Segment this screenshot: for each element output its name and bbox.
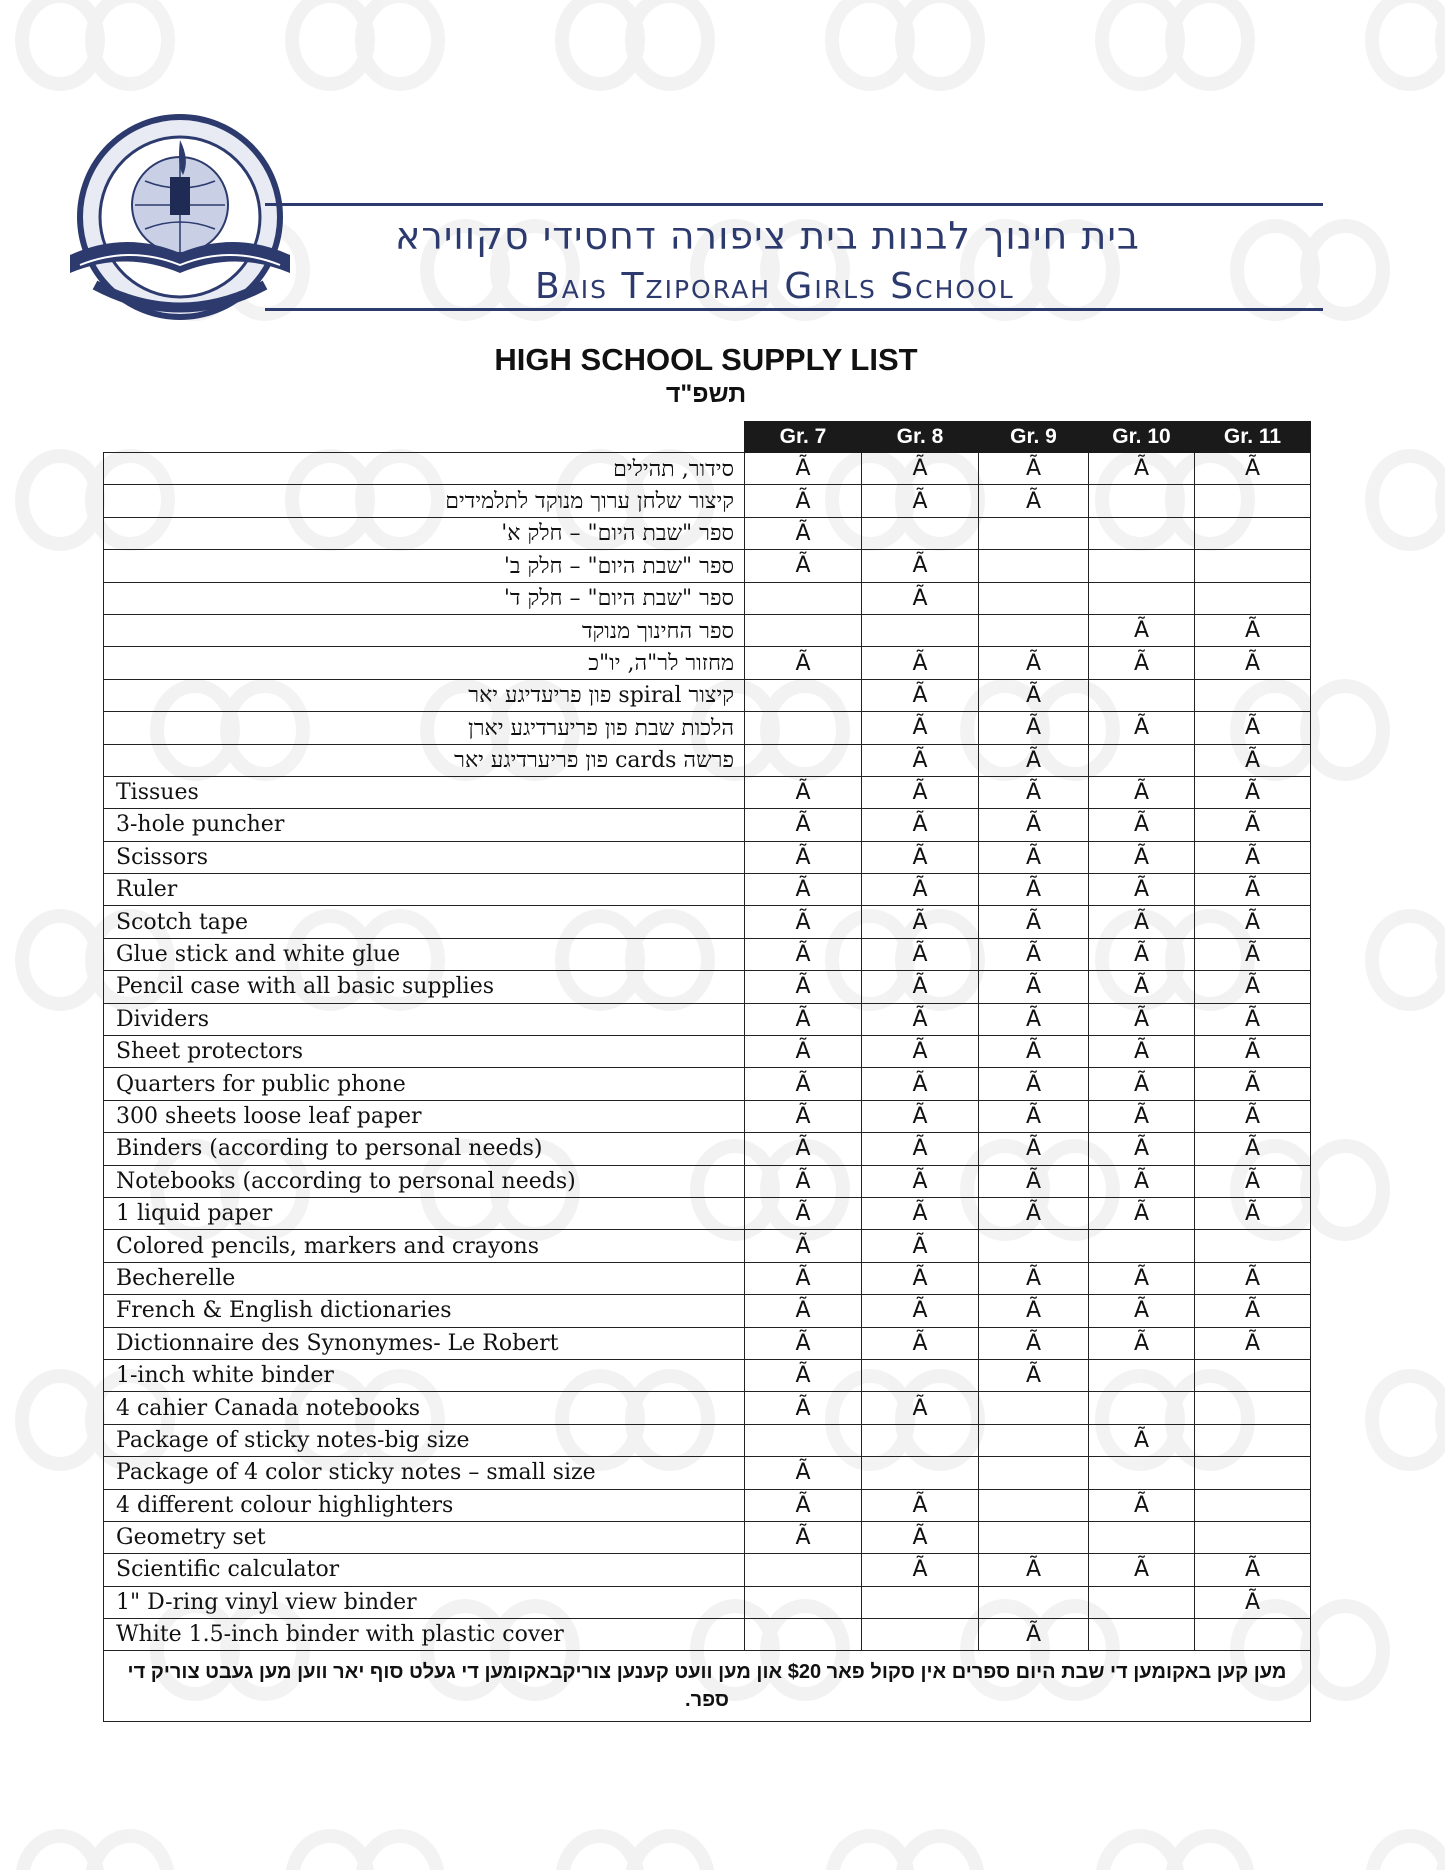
grade-check-mark: Ã <box>1195 874 1311 906</box>
table-row <box>104 647 1311 679</box>
table-row <box>104 874 1311 906</box>
supply-item-label: 1-inch white binder <box>104 1359 745 1391</box>
grade-check-mark: Ã <box>862 485 979 517</box>
grade-check-mark: Ã <box>862 582 979 614</box>
watermark-ring <box>22 456 98 544</box>
grade-check-mark: Ã <box>979 744 1089 776</box>
grade-empty-cell <box>979 1489 1089 1521</box>
grade-empty-cell <box>862 1359 979 1391</box>
table-row <box>104 938 1311 970</box>
grade-check-mark: Ã <box>1195 1036 1311 1068</box>
grade-empty-cell <box>862 1457 979 1489</box>
grade-check-mark: Ã <box>862 1003 979 1035</box>
supply-item-label: ספר "שבת היום" – חלק ד' <box>104 582 745 614</box>
supply-item-label: 4 different colour highlighters <box>104 1489 745 1521</box>
supply-item-label: 300 sheets loose leaf paper <box>104 1100 745 1132</box>
grade-check-mark: Ã <box>1195 971 1311 1003</box>
grade-empty-cell <box>1089 1521 1195 1553</box>
supply-item-label: פרשה cards פון פריערדיגע יאר <box>104 744 745 776</box>
footer-note: מען קען באקומען די שבת היום ספרים אין סקול פאר $20 און מען וועט קענען צוריקבאקומען די געלט סוף יאר ווען מען געבט צוריק די ספר. <box>104 1651 1311 1722</box>
table-row <box>104 809 1311 841</box>
grade-check-mark: Ã <box>1089 1068 1195 1100</box>
grade-check-mark: Ã <box>862 841 979 873</box>
supply-item-label: Dictionnaire des Synonymes- Le Robert <box>104 1327 745 1359</box>
grade-empty-cell <box>979 550 1089 582</box>
grade-check-mark: Ã <box>745 453 862 485</box>
grade-check-mark: Ã <box>979 1068 1089 1100</box>
grade-check-mark: Ã <box>745 1036 862 1068</box>
watermark-ring <box>832 1836 908 1870</box>
grade-check-mark: Ã <box>979 1359 1089 1391</box>
grade-empty-cell <box>1089 1230 1195 1262</box>
supply-item-label: Sheet protectors <box>104 1036 745 1068</box>
table-row <box>104 1295 1311 1327</box>
grade-empty-cell <box>1195 517 1311 549</box>
grade-check-mark: Ã <box>862 1100 979 1132</box>
grade-check-mark: Ã <box>979 1133 1089 1165</box>
supply-item-label: Colored pencils, markers and crayons <box>104 1230 745 1262</box>
table-row <box>104 1392 1311 1424</box>
table-row <box>104 550 1311 582</box>
grade-header: Gr. 10 <box>1089 422 1195 453</box>
grade-check-mark: Ã <box>1195 647 1311 679</box>
table-row <box>104 582 1311 614</box>
table-row <box>104 1197 1311 1229</box>
table-row <box>104 517 1311 549</box>
grade-check-mark: Ã <box>1089 1036 1195 1068</box>
grade-empty-cell <box>1089 517 1195 549</box>
supply-item-label: 3-hole puncher <box>104 809 745 841</box>
footer-note-row <box>104 1651 1311 1722</box>
grade-check-mark: Ã <box>1195 1068 1311 1100</box>
grade-check-mark: Ã <box>745 1327 862 1359</box>
grade-check-mark: Ã <box>979 776 1089 808</box>
grade-check-mark: Ã <box>745 1003 862 1035</box>
grade-empty-cell <box>1089 1586 1195 1618</box>
table-row <box>104 1586 1311 1618</box>
page-title: HIGH SCHOOL SUPPLY LIST <box>494 342 918 377</box>
letterhead-rule-bottom <box>265 308 1323 311</box>
watermark-ring <box>1372 456 1445 544</box>
grade-empty-cell <box>862 1586 979 1618</box>
grade-check-mark: Ã <box>1089 1554 1195 1586</box>
grade-check-mark: Ã <box>1089 1100 1195 1132</box>
watermark-ring <box>632 1836 708 1870</box>
header-spacer <box>104 422 745 453</box>
grade-check-mark: Ã <box>745 550 862 582</box>
grade-check-mark: Ã <box>1089 906 1195 938</box>
watermark-ring <box>1307 686 1383 774</box>
watermark-ring <box>1372 1836 1445 1870</box>
school-hebrew-name: בית חינוך לבנות בית ציפורה דחסידי סקווירא <box>395 214 1140 258</box>
supply-item-label: Quarters for public phone <box>104 1068 745 1100</box>
grade-empty-cell <box>979 582 1089 614</box>
supply-item-label: מחזור לר"ה, יו"כ <box>104 647 745 679</box>
grade-header-row <box>104 422 1311 453</box>
supply-item-label: Binders (according to personal needs) <box>104 1133 745 1165</box>
grade-check-mark: Ã <box>1195 614 1311 646</box>
supply-item-label: Glue stick and white glue <box>104 938 745 970</box>
table-row <box>104 1230 1311 1262</box>
grade-check-mark: Ã <box>862 1554 979 1586</box>
grade-check-mark: Ã <box>1089 1197 1195 1229</box>
grade-empty-cell <box>1089 582 1195 614</box>
table-row <box>104 1068 1311 1100</box>
table-row <box>104 841 1311 873</box>
table-row <box>104 614 1311 646</box>
supply-item-label: 4 cahier Canada notebooks <box>104 1392 745 1424</box>
watermark-ring <box>22 1836 98 1870</box>
letterhead <box>0 0 1445 330</box>
grade-check-mark: Ã <box>745 1197 862 1229</box>
grade-check-mark: Ã <box>862 938 979 970</box>
table-row <box>104 1262 1311 1294</box>
supply-item-label: Pencil case with all basic supplies <box>104 971 745 1003</box>
table-row <box>104 1100 1311 1132</box>
grade-empty-cell <box>1195 485 1311 517</box>
supply-item-label: White 1.5-inch binder with plastic cover <box>104 1619 745 1651</box>
table-row <box>104 1359 1311 1391</box>
watermark-ring <box>562 1836 638 1870</box>
grade-check-mark: Ã <box>745 841 862 873</box>
grade-check-mark: Ã <box>745 1521 862 1553</box>
grade-check-mark: Ã <box>1195 744 1311 776</box>
grade-check-mark: Ã <box>862 1230 979 1262</box>
grade-empty-cell <box>1089 744 1195 776</box>
grade-check-mark: Ã <box>979 1554 1089 1586</box>
grade-empty-cell <box>979 1424 1089 1456</box>
school-year: תשפ"ד <box>665 380 747 408</box>
supply-table <box>103 421 1311 1722</box>
grade-empty-cell <box>745 582 862 614</box>
grade-check-mark: Ã <box>1195 1003 1311 1035</box>
watermark-ring <box>1307 1606 1383 1694</box>
grade-check-mark: Ã <box>979 1262 1089 1294</box>
grade-check-mark: Ã <box>862 906 979 938</box>
grade-check-mark: Ã <box>745 485 862 517</box>
grade-empty-cell <box>1089 1392 1195 1424</box>
grade-empty-cell <box>1089 485 1195 517</box>
grade-check-mark: Ã <box>745 906 862 938</box>
grade-check-mark: Ã <box>1089 1327 1195 1359</box>
supply-item-label: Package of sticky notes-big size <box>104 1424 745 1456</box>
grade-check-mark: Ã <box>745 1165 862 1197</box>
grade-check-mark: Ã <box>1195 841 1311 873</box>
table-row <box>104 453 1311 485</box>
grade-check-mark: Ã <box>1089 971 1195 1003</box>
grade-check-mark: Ã <box>1195 1262 1311 1294</box>
grade-check-mark: Ã <box>979 1295 1089 1327</box>
grade-check-mark: Ã <box>1195 1100 1311 1132</box>
grade-check-mark: Ã <box>1089 938 1195 970</box>
supply-item-label: ספר החינוך מנוקד <box>104 614 745 646</box>
grade-check-mark: Ã <box>745 1230 862 1262</box>
grade-check-mark: Ã <box>1089 712 1195 744</box>
grade-check-mark: Ã <box>862 744 979 776</box>
grade-check-mark: Ã <box>979 453 1089 485</box>
grade-check-mark: Ã <box>862 1036 979 1068</box>
table-row <box>104 906 1311 938</box>
grade-check-mark: Ã <box>979 485 1089 517</box>
grade-check-mark: Ã <box>745 971 862 1003</box>
grade-check-mark: Ã <box>862 971 979 1003</box>
grade-check-mark: Ã <box>1089 1262 1195 1294</box>
grade-check-mark: Ã <box>1089 1133 1195 1165</box>
grade-check-mark: Ã <box>862 1392 979 1424</box>
grade-empty-cell <box>1089 1619 1195 1651</box>
grade-check-mark: Ã <box>862 1165 979 1197</box>
supply-item-label: סידור, תהילים <box>104 453 745 485</box>
grade-header: Gr. 7 <box>745 422 862 453</box>
supply-item-label: Package of 4 color sticky notes – small size <box>104 1457 745 1489</box>
grade-check-mark: Ã <box>1089 1424 1195 1456</box>
grade-check-mark: Ã <box>745 1133 862 1165</box>
grade-empty-cell <box>862 517 979 549</box>
grade-empty-cell <box>862 1424 979 1456</box>
grade-check-mark: Ã <box>979 712 1089 744</box>
supply-item-label: ספר "שבת היום" – חלק ב' <box>104 550 745 582</box>
table-row <box>104 971 1311 1003</box>
supply-item-label: Notebooks (according to personal needs) <box>104 1165 745 1197</box>
grade-empty-cell <box>1195 679 1311 711</box>
grade-check-mark: Ã <box>979 1100 1089 1132</box>
supply-item-label: Geometry set <box>104 1521 745 1553</box>
grade-empty-cell <box>745 744 862 776</box>
grade-check-mark: Ã <box>979 1327 1089 1359</box>
table-row <box>104 1133 1311 1165</box>
grade-check-mark: Ã <box>1195 1165 1311 1197</box>
grade-header: Gr. 8 <box>862 422 979 453</box>
grade-empty-cell <box>745 712 862 744</box>
table-row <box>104 1424 1311 1456</box>
grade-check-mark: Ã <box>862 1197 979 1229</box>
grade-check-mark: Ã <box>979 906 1089 938</box>
grade-empty-cell <box>745 614 862 646</box>
supply-item-label: Tissues <box>104 776 745 808</box>
grade-check-mark: Ã <box>979 679 1089 711</box>
grade-check-mark: Ã <box>1195 938 1311 970</box>
grade-empty-cell <box>1089 1359 1195 1391</box>
table-row <box>104 1619 1311 1651</box>
grade-empty-cell <box>1195 1489 1311 1521</box>
grade-check-mark: Ã <box>745 1100 862 1132</box>
grade-check-mark: Ã <box>1089 776 1195 808</box>
grade-check-mark: Ã <box>979 938 1089 970</box>
grade-check-mark: Ã <box>1089 453 1195 485</box>
grade-empty-cell <box>979 1586 1089 1618</box>
table-row <box>104 485 1311 517</box>
grade-check-mark: Ã <box>745 776 862 808</box>
grade-check-mark: Ã <box>862 647 979 679</box>
school-logo <box>55 105 305 340</box>
grade-check-mark: Ã <box>1195 809 1311 841</box>
watermark-ring <box>1372 1376 1445 1464</box>
grade-header: Gr. 9 <box>979 422 1089 453</box>
supply-item-label: Ruler <box>104 874 745 906</box>
grade-check-mark: Ã <box>745 1068 862 1100</box>
grade-empty-cell <box>979 1521 1089 1553</box>
grade-empty-cell <box>1195 582 1311 614</box>
watermark-ring <box>1102 1836 1178 1870</box>
grade-check-mark: Ã <box>1195 712 1311 744</box>
supply-item-label: Dividers <box>104 1003 745 1035</box>
grade-check-mark: Ã <box>1089 647 1195 679</box>
grade-empty-cell <box>979 1230 1089 1262</box>
grade-empty-cell <box>979 517 1089 549</box>
grade-check-mark: Ã <box>1089 874 1195 906</box>
grade-empty-cell <box>979 1457 1089 1489</box>
supply-item-label: 1 liquid paper <box>104 1197 745 1229</box>
supply-item-label: Scientific calculator <box>104 1554 745 1586</box>
grade-empty-cell <box>979 1392 1089 1424</box>
table-row <box>104 1521 1311 1553</box>
grade-empty-cell <box>1195 1457 1311 1489</box>
watermark-ring <box>1372 916 1445 1004</box>
grade-check-mark: Ã <box>862 1327 979 1359</box>
table-row <box>104 1036 1311 1068</box>
grade-check-mark: Ã <box>1195 453 1311 485</box>
grade-check-mark: Ã <box>862 809 979 841</box>
grade-empty-cell <box>1195 1359 1311 1391</box>
grade-empty-cell <box>862 1619 979 1651</box>
grade-check-mark: Ã <box>862 453 979 485</box>
grade-empty-cell <box>1195 1424 1311 1456</box>
grade-empty-cell <box>1195 1392 1311 1424</box>
grade-check-mark: Ã <box>1195 906 1311 938</box>
supply-item-label: ספר "שבת היום" – חלק א' <box>104 517 745 549</box>
table-row <box>104 1327 1311 1359</box>
watermark-ring <box>92 1836 168 1870</box>
grade-check-mark: Ã <box>1195 1295 1311 1327</box>
watermark-ring <box>902 1836 978 1870</box>
grade-empty-cell <box>1195 1230 1311 1262</box>
table-row <box>104 744 1311 776</box>
grade-check-mark: Ã <box>862 776 979 808</box>
grade-check-mark: Ã <box>1089 1489 1195 1521</box>
grade-check-mark: Ã <box>1195 1133 1311 1165</box>
grade-check-mark: Ã <box>862 1068 979 1100</box>
grade-empty-cell <box>1089 1457 1195 1489</box>
grade-check-mark: Ã <box>745 1262 862 1294</box>
grade-empty-cell <box>745 1586 862 1618</box>
table-row <box>104 1003 1311 1035</box>
grade-check-mark: Ã <box>1195 1327 1311 1359</box>
watermark-ring <box>1172 1836 1248 1870</box>
grade-empty-cell <box>1089 550 1195 582</box>
grade-check-mark: Ã <box>979 1036 1089 1068</box>
grade-check-mark: Ã <box>1089 1003 1195 1035</box>
grade-check-mark: Ã <box>745 1392 862 1424</box>
letterhead-rule-top <box>265 203 1323 206</box>
supply-item-label: קיצור spiral פון פריעדיגע יאר <box>104 679 745 711</box>
grade-check-mark: Ã <box>862 1133 979 1165</box>
grade-check-mark: Ã <box>1089 1295 1195 1327</box>
watermark-ring <box>1307 1146 1383 1234</box>
school-english-name: Bais Tziporah Girls School <box>535 266 1015 307</box>
supply-item-label: 1" D-ring vinyl view binder <box>104 1586 745 1618</box>
grade-check-mark: Ã <box>1195 1586 1311 1618</box>
grade-check-mark: Ã <box>745 1359 862 1391</box>
grade-check-mark: Ã <box>745 1489 862 1521</box>
supply-item-label: Becherelle <box>104 1262 745 1294</box>
watermark-ring <box>362 1836 438 1870</box>
grade-check-mark: Ã <box>862 679 979 711</box>
grade-check-mark: Ã <box>862 874 979 906</box>
grade-check-mark: Ã <box>745 647 862 679</box>
grade-check-mark: Ã <box>1195 776 1311 808</box>
grade-check-mark: Ã <box>979 809 1089 841</box>
grade-empty-cell <box>745 1424 862 1456</box>
grade-empty-cell <box>745 1554 862 1586</box>
supply-item-label: Scotch tape <box>104 906 745 938</box>
table-row <box>104 1457 1311 1489</box>
grade-check-mark: Ã <box>862 712 979 744</box>
table-row <box>104 776 1311 808</box>
grade-check-mark: Ã <box>862 550 979 582</box>
grade-check-mark: Ã <box>1089 1165 1195 1197</box>
table-row <box>104 712 1311 744</box>
table-row <box>104 1489 1311 1521</box>
supply-item-label: Scissors <box>104 841 745 873</box>
grade-check-mark: Ã <box>862 1521 979 1553</box>
grade-check-mark: Ã <box>979 1165 1089 1197</box>
grade-empty-cell <box>1089 679 1195 711</box>
table-row <box>104 1165 1311 1197</box>
grade-check-mark: Ã <box>745 1457 862 1489</box>
grade-check-mark: Ã <box>979 1619 1089 1651</box>
grade-check-mark: Ã <box>862 1262 979 1294</box>
grade-empty-cell <box>745 1619 862 1651</box>
grade-check-mark: Ã <box>745 874 862 906</box>
grade-empty-cell <box>1195 1619 1311 1651</box>
grade-empty-cell <box>1195 1521 1311 1553</box>
grade-check-mark: Ã <box>979 841 1089 873</box>
watermark-ring <box>22 1376 98 1464</box>
grade-check-mark: Ã <box>745 938 862 970</box>
table-row <box>104 1554 1311 1586</box>
grade-check-mark: Ã <box>745 809 862 841</box>
grade-check-mark: Ã <box>979 971 1089 1003</box>
grade-check-mark: Ã <box>745 1295 862 1327</box>
grade-check-mark: Ã <box>979 874 1089 906</box>
grade-check-mark: Ã <box>1195 1554 1311 1586</box>
supply-rows <box>104 453 1311 1651</box>
supply-item-label: קיצור שלחן ערוך מנוקד לתלמידים <box>104 485 745 517</box>
grade-check-mark: Ã <box>1089 809 1195 841</box>
table-row <box>104 679 1311 711</box>
grade-check-mark: Ã <box>745 517 862 549</box>
watermark-ring <box>22 916 98 1004</box>
grade-check-mark: Ã <box>979 1003 1089 1035</box>
grade-check-mark: Ã <box>979 1197 1089 1229</box>
grade-check-mark: Ã <box>1089 841 1195 873</box>
watermark-ring <box>292 1836 368 1870</box>
grade-empty-cell <box>979 614 1089 646</box>
grade-empty-cell <box>862 614 979 646</box>
grade-header: Gr. 11 <box>1195 422 1311 453</box>
supply-item-label: French & English dictionaries <box>104 1295 745 1327</box>
grade-empty-cell <box>1195 550 1311 582</box>
grade-check-mark: Ã <box>862 1295 979 1327</box>
grade-empty-cell <box>745 679 862 711</box>
supply-item-label: הלכות שבת פון פריערדיגע יארן <box>104 712 745 744</box>
grade-check-mark: Ã <box>1195 1197 1311 1229</box>
grade-check-mark: Ã <box>979 647 1089 679</box>
grade-check-mark: Ã <box>862 1489 979 1521</box>
grade-check-mark: Ã <box>1089 614 1195 646</box>
